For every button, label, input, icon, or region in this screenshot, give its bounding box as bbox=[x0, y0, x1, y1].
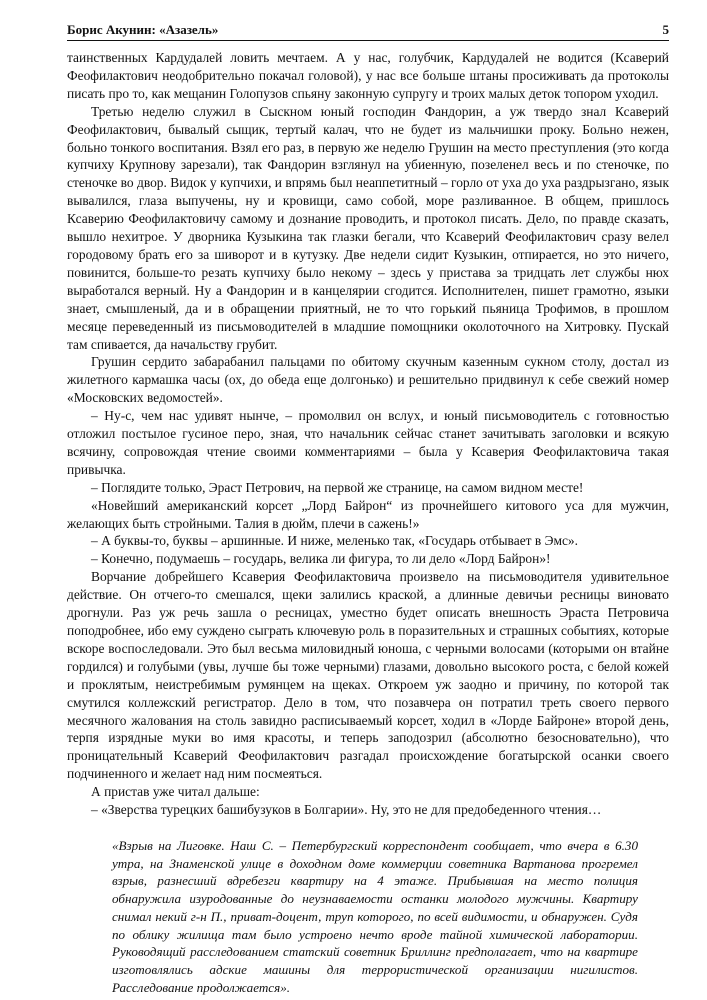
paragraph: – Ну-с, чем нас удивят нынче, – промолвил он вслух, и юный письмоводитель с готовностью отложил постылое гусиное перо, зная, что начальник сейчас станет зачитывать заголовки и всякую всячину, сопровождая чтение своими комментариями – была у Ксаверия Феофилактовича такая привычка. bbox=[67, 408, 669, 477]
paragraph: А пристав уже читал дальше: bbox=[91, 784, 260, 800]
running-header bbox=[67, 22, 669, 41]
newspaper-quote: «Взрыв на Лиговке. Наш С. – Петербургский корреспондент сообщает, что вчера в 6.30 утра, на Знаменской улице в доходном доме коммерции советника Вартанова прогремел взрыв, разнесший вдребезги квартиру на 4 этаже. Прибывшая на место полиция обнаружила изуродованные до неузнаваемости останки молодого мужчины. Квартиру снимал некий г-н П., приват-доцент, труп которого, по всей видимости, и обнаружен. Судя по облику жилища там было устроено нечто вроде тайной химической лаборатории. Руководящий расследованием статский советник Бриллинг предполагает, что на квартире изготовлялись адские машины для террористической организации нигилистов. Расследование продолжается». bbox=[112, 838, 638, 995]
page-number: 5 bbox=[662, 22, 669, 37]
paragraph: Третью неделю служил в Сыскном юный господин Фандорин, а уж твердо знал Ксаверий Феофилактович, бывалый сыщик, тертый калач, что не будет из мальчишки проку. Больно нежен, больно тонкого воспитания. Взял его раз, в первую же неделю Грушин на место преступления (это когда купчиху Крупнову зарезали), так Фандорин взглянул на убиенную, позеленел весь и по стеночке, по стеночке во двор. Видок у купчихи, и впрямь был неаппетитный – горло от уха до уха раздрызгано, язык вывалился, глаза выпучены, ну и кровищи, само собой, море разливанное. В общем, пришлось Ксаверию Феофилактовичу самому и дознание проводить, и протокол писать. Дело, по правде сказать, вышло нехитрое. У дворника Кузыкина так глазки бегали, что Ксаверий Феофилактович сразу велел городовому брать его за шиворот и в кутузку. Две недели сидит Кузыкин, отпирается, но это ничего, повинится, больше-то резать купчиху было некому – здесь у пристава за тридцать лет службы нюх выработался верный. Ну а Фандорин и в канцелярии сгодится. Исполнителен, пишет грамотно, языки знает, смышленый, да и в обращении приятный, не то что горький пьяница Трофимов, в прошлом месяце переведенный из письмоводителей в младшие помощники околоточного на Хитровку. Пускай там спивается, да начальству грубит. bbox=[67, 103, 669, 352]
header-author-title: Борис Акунин: «Азазель» bbox=[67, 22, 219, 37]
body-text bbox=[67, 49, 669, 819]
paragraph: Грушин сердито забарабанил пальцами по обитому скучным казенным сукном столу, достал из жилетного кармашка часы (ох, до обеда еще долгонько) и решительно придвинул к себе свежий номер «Московских ведомостей». bbox=[67, 354, 669, 406]
paragraph: «Новейший американский корсет „Лорд Байрон“ из прочнейшего китового уса для мужчин, желающих быть стройными. Талия в дюйм, плечи в сажень!» bbox=[67, 497, 669, 531]
paragraph: – А буквы-то, буквы – аршинные. И ниже, меленько так, «Государь отбывает в Эмс». bbox=[91, 533, 579, 549]
paragraph: – Поглядите только, Эраст Петрович, на первой же странице, на самом видном месте! bbox=[91, 479, 584, 495]
paragraph: – «Зверства турецких башибузуков в Болгарии». Ну, это не для предобеденного чтения… bbox=[91, 802, 602, 818]
paragraph: Ворчание добрейшего Ксаверия Феофилактовича произвело на письмоводителя удивительное действие. Он отчего-то смешался, щеки залились краской, а длинные девичьи ресницы виновато дрогнули. Раз уж речь зашла о ресницах, уместно будет описать внешность Эраста Петровича поподробнее, ибо ему суждено сыграть ключевую роль в поразительных и страшных событиях, которые вскоре воспоследовали. Это был весьма миловидный юноша, с черными волосами (которыми он втайне гордился) и голубыми (увы, лучше бы тоже черными) глазами, довольно высокого роста, с белой кожей и проклятым, неистребимым румянцем на щеках. Откроем уж заодно и причину, по которой так смутился коллежский регистратор. Дело в том, что позавчера он потратил треть своего первого месячного жалования на столь завидно расписываемый корсет, ходил в «Лорде Байроне» второй день, терпя изрядные муки во имя красоты, и теперь заподозрил (абсолютно безосновательно), что проницательный Ксаверий Феофилактович разгадал происхождение богатырской осанки своего подчиненного и желает над ним посмеяться. bbox=[67, 569, 669, 782]
paragraph: таинственных Кардудалей ловить мечтаем. А у нас, голубчик, Кардудалей не водится (Ксаверий Феофилактович неодобрительно покачал головой), у нас все больше штаны просиживать да протоколы писать про то, как мещанин Голопузов спьяну законную супругу и троих малых деток топором уходил. bbox=[67, 50, 669, 101]
paragraph: – Конечно, подумаешь – государь, велика ли фигура, то ли дело «Лорд Байрон»! bbox=[91, 551, 551, 567]
